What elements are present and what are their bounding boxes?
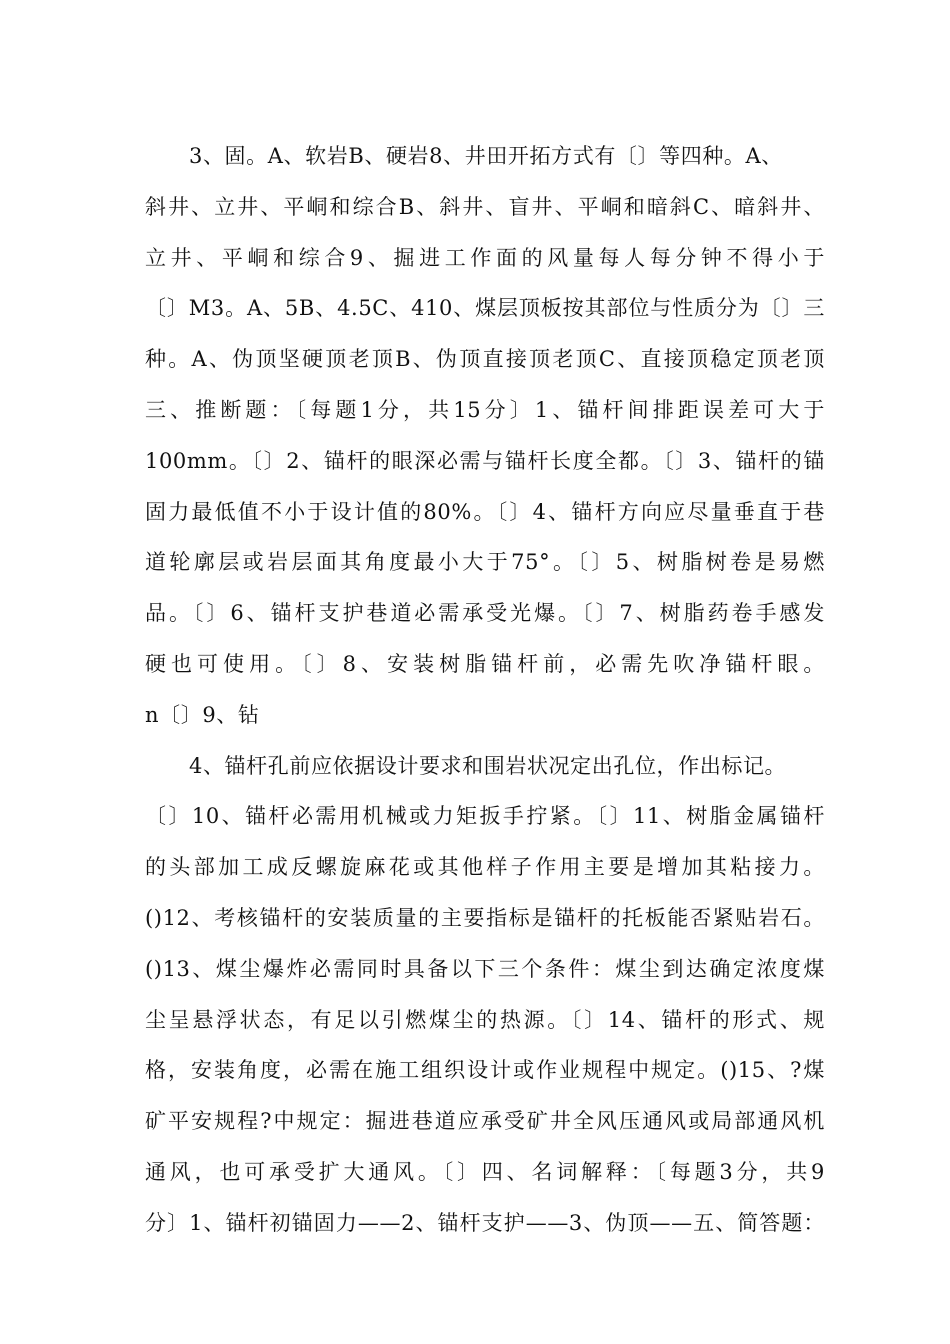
paragraph-line: 3、固。A、软岩B、硬岩8、井田开拓方式有〔〕等四种。A、 bbox=[189, 144, 783, 168]
paragraph-line: 斜井、立井、平峒和综合B、斜井、盲井、平峒和暗斜C、暗斜井、 bbox=[145, 194, 825, 219]
paragraph-line: n〔〕9、钻 bbox=[145, 702, 260, 727]
paragraph-line: 矿平安规程?中规定：掘进巷道应承受矿井全风压通风或局部通风机 bbox=[145, 1109, 825, 1134]
paragraph-line: 格，安装角度，必需在施工组织设计或作业规程中规定。()15、?煤 bbox=[145, 1058, 825, 1083]
paragraph-line: 三、推断题：〔每题1分，共15分〕1、锚杆间排距误差可大于 bbox=[145, 397, 825, 422]
paragraph-line: ()13、煤尘爆炸必需同时具备以下三个条件：煤尘到达确定浓度煤 bbox=[145, 956, 825, 981]
paragraph-line: 的头部加工成反螺旋麻花或其他样子作用主要是增加其粘接力。 bbox=[145, 855, 825, 880]
paragraph-line: 固力最低值不小于设计值的80%。〔〕4、锚杆方向应尽量垂直于巷 bbox=[145, 499, 825, 524]
paragraph-line: 种。A、伪顶坚硬顶老顶B、伪顶直接顶老顶C、直接顶稳定顶老顶 bbox=[145, 347, 825, 372]
paragraph-line: 道轮廓层或岩层面其角度最小大于75°。〔〕5、树脂树卷是易燃 bbox=[145, 550, 825, 575]
paragraph-line: 立井、平峒和综合9、掘进工作面的风量每人每分钟不得小于 bbox=[145, 245, 825, 270]
paragraph-line: 分〕1、锚杆初锚固力——2、锚杆支护——3、伪顶——五、简答题： bbox=[145, 1210, 825, 1235]
paragraph-line: 100mm。〔〕2、锚杆的眼深必需与锚杆长度全都。〔〕3、锚杆的锚 bbox=[145, 448, 825, 473]
paragraph-line: 品。〔〕6、锚杆支护巷道必需承受光爆。〔〕7、树脂药卷手感发 bbox=[145, 601, 825, 626]
paragraph-line: 4、锚杆孔前应依据设计要求和围岩状况定出孔位，作出标记。 bbox=[189, 753, 787, 778]
paragraph-line: 硬也可使用。〔〕8、安装树脂锚杆前，必需先吹净锚杆眼。 bbox=[145, 651, 825, 676]
paragraph-line: 尘呈悬浮状态，有足以引燃煤尘的热源。〔〕14、锚杆的形式、规 bbox=[145, 1007, 825, 1032]
paragraph-line: 〔〕M3。A、5B、4.5C、410、煤层顶板按其部位与性质分为〔〕三 bbox=[145, 296, 825, 321]
paragraph-line: 〔〕10、锚杆必需用机械或力矩扳手拧紧。〔〕11、树脂金属锚杆 bbox=[145, 804, 825, 829]
paragraph-line: ()12、考核锚杆的安装质量的主要指标是锚杆的托板能否紧贴岩石。 bbox=[145, 905, 825, 930]
document-body bbox=[145, 131, 825, 1249]
paragraph-line: 通风，也可承受扩大通风。〔〕四、名词解释：〔每题3分，共9 bbox=[145, 1159, 825, 1184]
